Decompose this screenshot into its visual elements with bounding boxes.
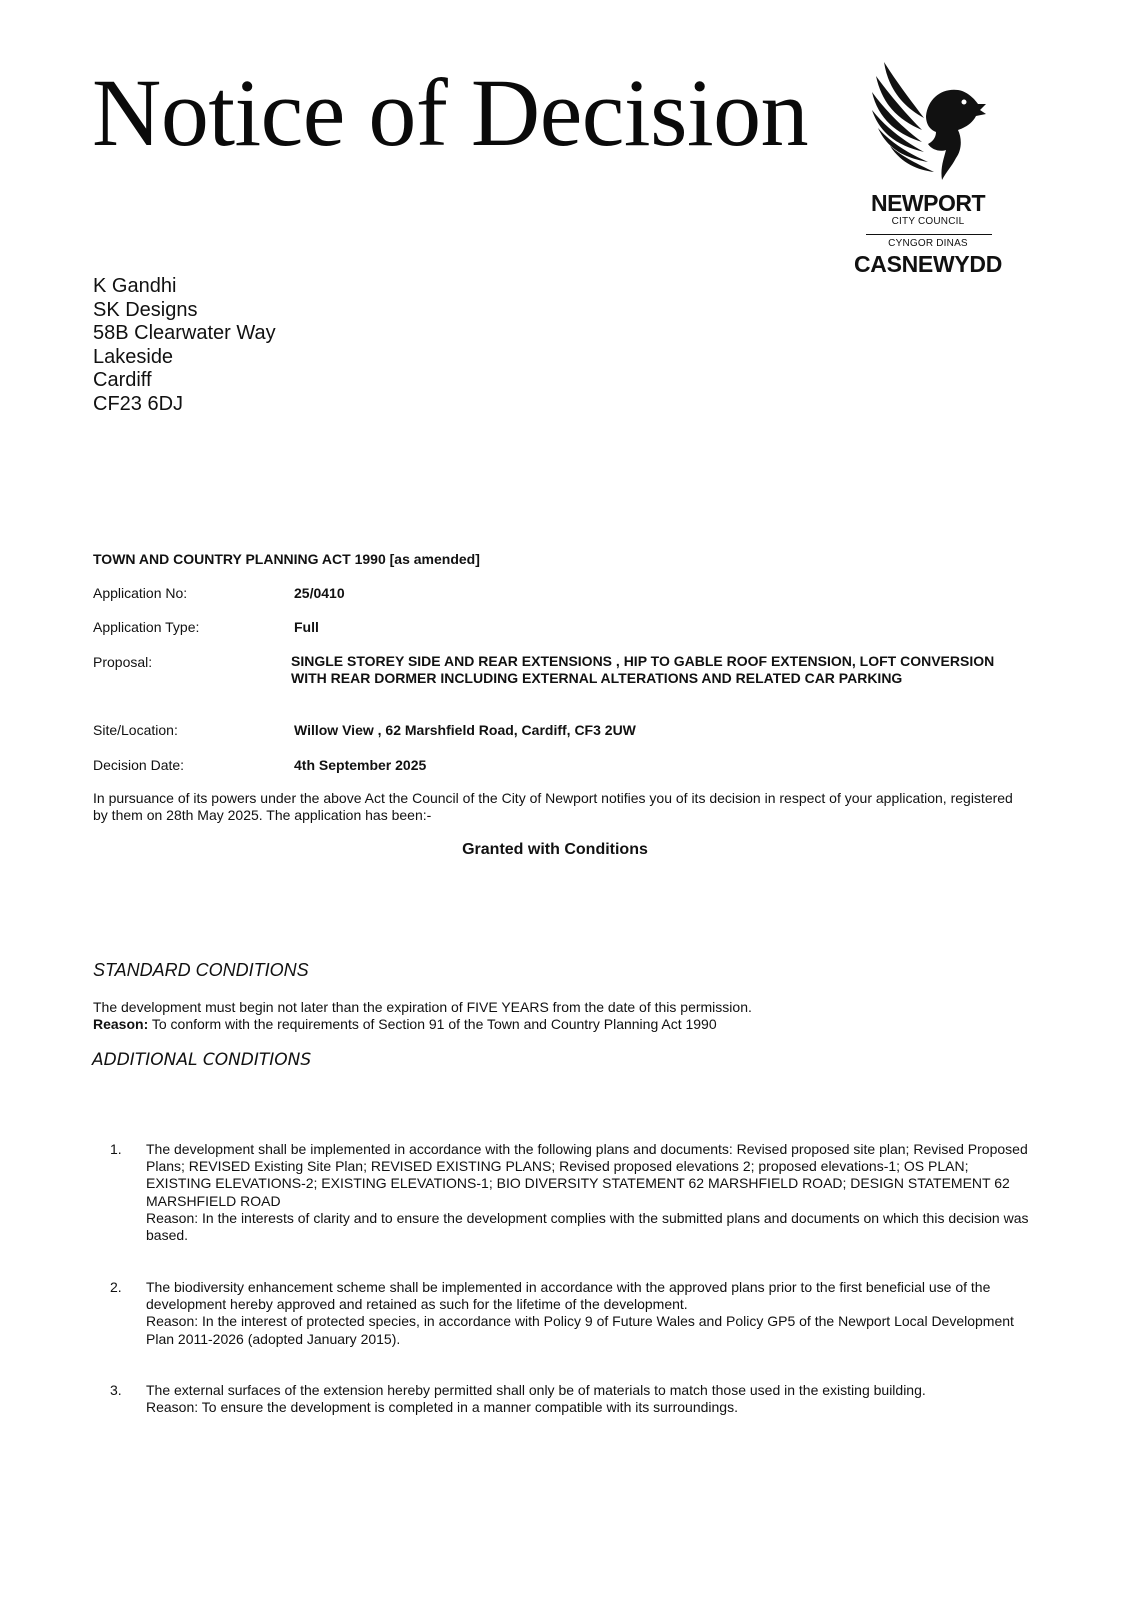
condition-number: 3.	[110, 1382, 122, 1398]
standard-condition-text: The development must begin not later than the expiration of FIVE YEARS from the date of this permission.	[93, 999, 752, 1015]
condition-number: 1.	[110, 1141, 122, 1157]
address-line: Cardiff	[93, 369, 152, 392]
reason-text: To conform with the requirements of Section 91 of the Town and Country Planning Act 1990	[151, 1016, 717, 1032]
decision-result: Granted with Conditions	[462, 841, 648, 858]
logo-text-casnewydd: CASNEWYDD	[853, 251, 1003, 277]
condition-reason: Reason: In the interests of clarity and to ensure the development complies with the submitted plans and documents on which this decision was based.	[146, 1209, 1029, 1244]
application-no-value: 25/0410	[294, 585, 345, 601]
address-line: SK Designs	[93, 298, 198, 321]
proposal-label: Proposal:	[93, 654, 153, 670]
address-line: Lakeside	[93, 345, 174, 368]
dragon-logo-icon	[862, 58, 992, 188]
address-line: CF23 6DJ	[93, 392, 184, 415]
additional-conditions-heading: ADDITIONAL CONDITIONS	[92, 1050, 312, 1070]
standard-conditions-body	[93, 999, 1023, 1033]
condition-item	[110, 1141, 1030, 1244]
logo-text-newport: NEWPORT	[870, 190, 986, 216]
council-logo	[838, 58, 1018, 284]
condition-text: The development shall be implemented in accordance with the following plans and documents: Revised proposed site plan; Revised Proposed Plans; REVISED Existing Site Plan; REVISED EXISTING PLANS; Revised proposed elevations 2; proposed elevations-1; OS PLAN; EXISTING ELEVATIONS-2; EXISTING ELEVATIONS-1; BIO DIVERSITY STATEMENT 62 MARSHFIELD ROAD; DESIGN STATEMENT 62 MARSHFIELD ROAD	[146, 1141, 1028, 1209]
condition-text: The external surfaces of the extension hereby permitted shall only be of materials to match those used in the existing building.	[146, 1382, 926, 1398]
condition-reason: Reason: To ensure the development is completed in a manner compatible with its surroundings.	[146, 1399, 738, 1416]
condition-item	[110, 1382, 1030, 1416]
condition-text: The biodiversity enhancement scheme shall be implemented in accordance with the approved plans prior to the first beneficial use of the development hereby approved and retained as such for the lifetime of the development.	[146, 1279, 991, 1313]
site-location-label: Site/Location:	[93, 722, 178, 738]
condition-number: 2.	[110, 1279, 122, 1295]
address-line: 58B Clearwater Way	[93, 322, 276, 345]
act-heading: TOWN AND COUNTRY PLANNING ACT 1990 [as amended]	[93, 551, 480, 567]
decision-date-value: 4th September 2025	[294, 757, 427, 773]
proposal-value: SINGLE STOREY SIDE AND REAR EXTENSIONS , HIP TO GABLE ROOF EXTENSION, LOFT CONVERSION WITH REAR DORMER INCLUDING EXTERNAL ALTERATIONS AND RELATED CAR PARKING	[291, 653, 995, 686]
condition-item	[110, 1279, 1030, 1348]
standard-condition-reason	[93, 1016, 1023, 1033]
standard-conditions-heading: STANDARD CONDITIONS	[93, 960, 309, 980]
application-type-label: Application Type:	[93, 619, 200, 635]
decision-date-label: Decision Date:	[93, 757, 185, 773]
reason-label: Reason:	[93, 1016, 149, 1032]
page-title: Notice of Decision	[92, 59, 809, 166]
application-no-label: Application No:	[93, 585, 188, 601]
logo-text-city-council: CITY COUNCIL	[891, 216, 965, 227]
condition-reason: Reason: In the interest of protected species, in accordance with Policy 9 of Future Wales and Policy GP5 of the Newport Local Development Plan 2011-2026 (adopted January 2015).	[146, 1313, 1014, 1347]
address-line: K Gandhi	[93, 275, 177, 297]
logo-divider	[866, 234, 992, 235]
logo-text-cyngor-dinas: CYNGOR DINAS	[888, 238, 968, 249]
application-type-value: Full	[294, 619, 319, 635]
recipient-address	[93, 275, 276, 417]
pursuance-paragraph: In pursuance of its powers under the above Act the Council of the City of Newport notifies you of its decision in respect of your application, registered by them on 28th May 2025. The application has been:-	[93, 790, 1013, 823]
site-location-value: Willow View , 62 Marshfield Road, Cardiff, CF3 2UW	[294, 722, 636, 738]
